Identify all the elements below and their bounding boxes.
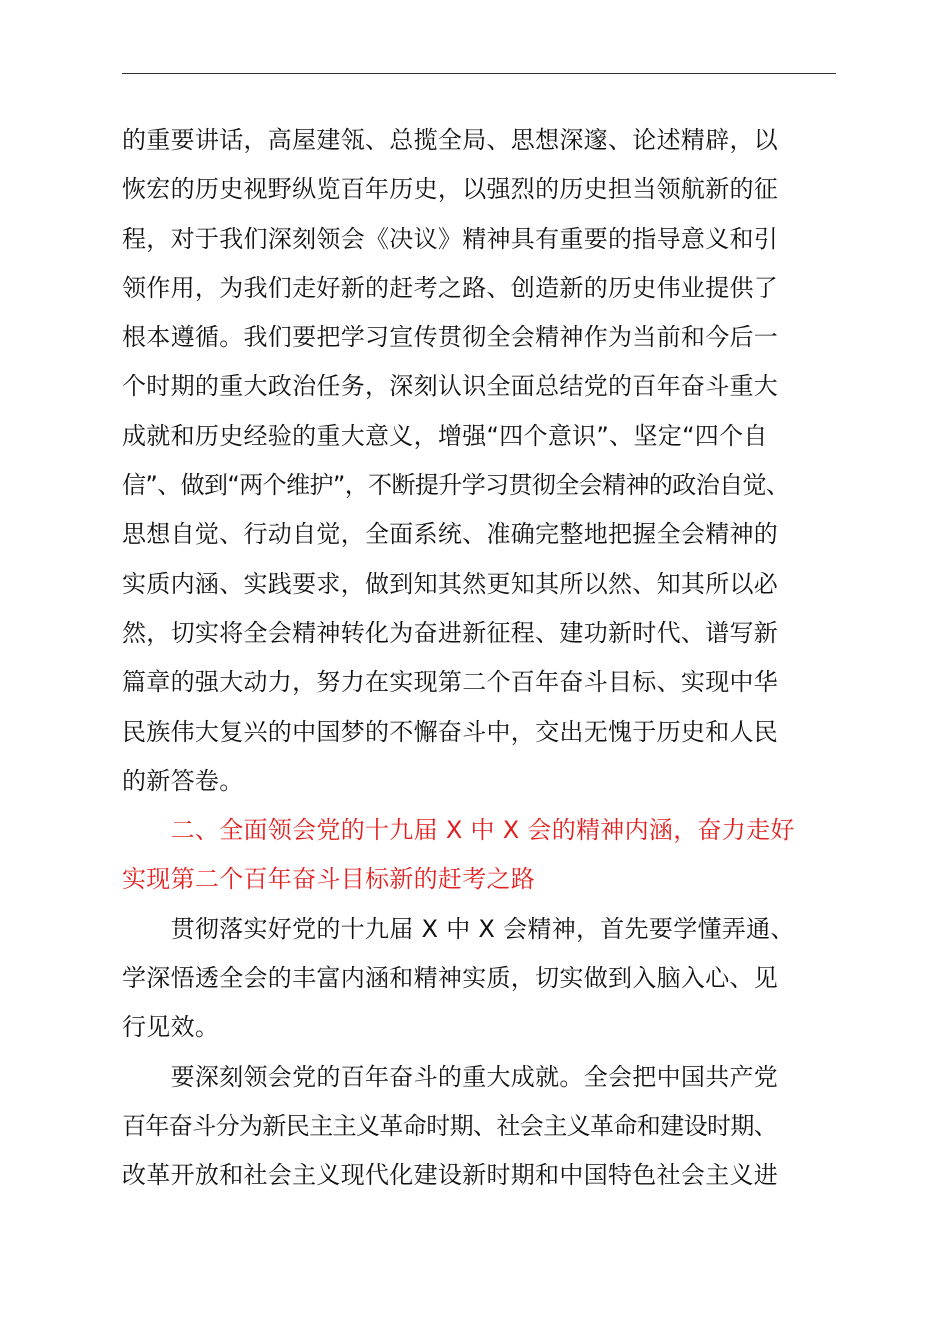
text-line: 信”、做到“两个维护”，不断提升学习贯彻全会精神的政治自觉、 [122,471,790,500]
text-line: 实质内涵、实践要求，做到知其然更知其所以然、知其所以必 [122,569,779,598]
text-line: 领作用，为我们走好新的赶考之路、创造新的历史伟业提供了 [122,273,779,302]
text-line: 要深刻领会党的百年奋斗的重大成就。全会把中国共产党 [122,1062,779,1091]
paragraph-3 [122,1053,838,1201]
text-line: 百年奋斗分为新民主主义革命时期、社会主义革命和建设时期、 [122,1111,778,1140]
text-line: 根本遵循。我们要把学习宣传贯彻全会精神作为当前和今后一 [122,323,779,352]
paragraph-2 [122,905,838,1053]
header-rule [122,73,836,74]
text-line: 行见效。 [122,1013,220,1042]
text-line: 改革开放和社会主义现代化建设新时期和中国特色社会主义进 [122,1161,779,1190]
text-line: 贯彻落实好党的十九届 X 中 X 会精神，首先要学懂弄通、 [122,914,795,943]
document-body [122,116,838,1201]
text-line: 篇章的强大动力，努力在实现第二个百年奋斗目标、实现中华 [122,668,779,697]
text-line: 民族伟大复兴的中国梦的不懈奋斗中，交出无愧于历史和人民 [122,717,779,746]
text-line: 的新答卷。 [122,766,244,795]
section-heading [122,806,838,905]
heading-line: 实现第二个百年奋斗目标新的赶考之路 [122,865,536,894]
text-line: 然，切实将全会精神转化为奋进新征程、建功新时代、谱写新 [122,618,779,647]
text-line: 个时期的重大政治任务，深刻认识全面总结党的百年奋斗重大 [122,372,779,401]
text-line: 学深悟透全会的丰富内涵和精神实质，切实做到入脑入心、见 [122,964,779,993]
text-line: 成就和历史经验的重大意义，增强“四个意识”、坚定“四个自 [122,421,768,450]
text-line: 思想自觉、行动自觉，全面系统、准确完整地把握全会精神的 [122,520,779,549]
paragraph-1 [122,116,838,806]
text-line: 程，对于我们深刻领会《决议》精神具有重要的指导意义和引 [122,224,779,253]
text-line: 恢宏的历史视野纵览百年历史，以强烈的历史担当领航新的征 [122,175,779,204]
text-line: 的重要讲话，高屋建瓴、总揽全局、思想深邃、论述精辟，以 [122,126,779,154]
heading-line: 二、全面领会党的十九届 X 中 X 会的精神内涵，奋力走好 [122,816,795,845]
